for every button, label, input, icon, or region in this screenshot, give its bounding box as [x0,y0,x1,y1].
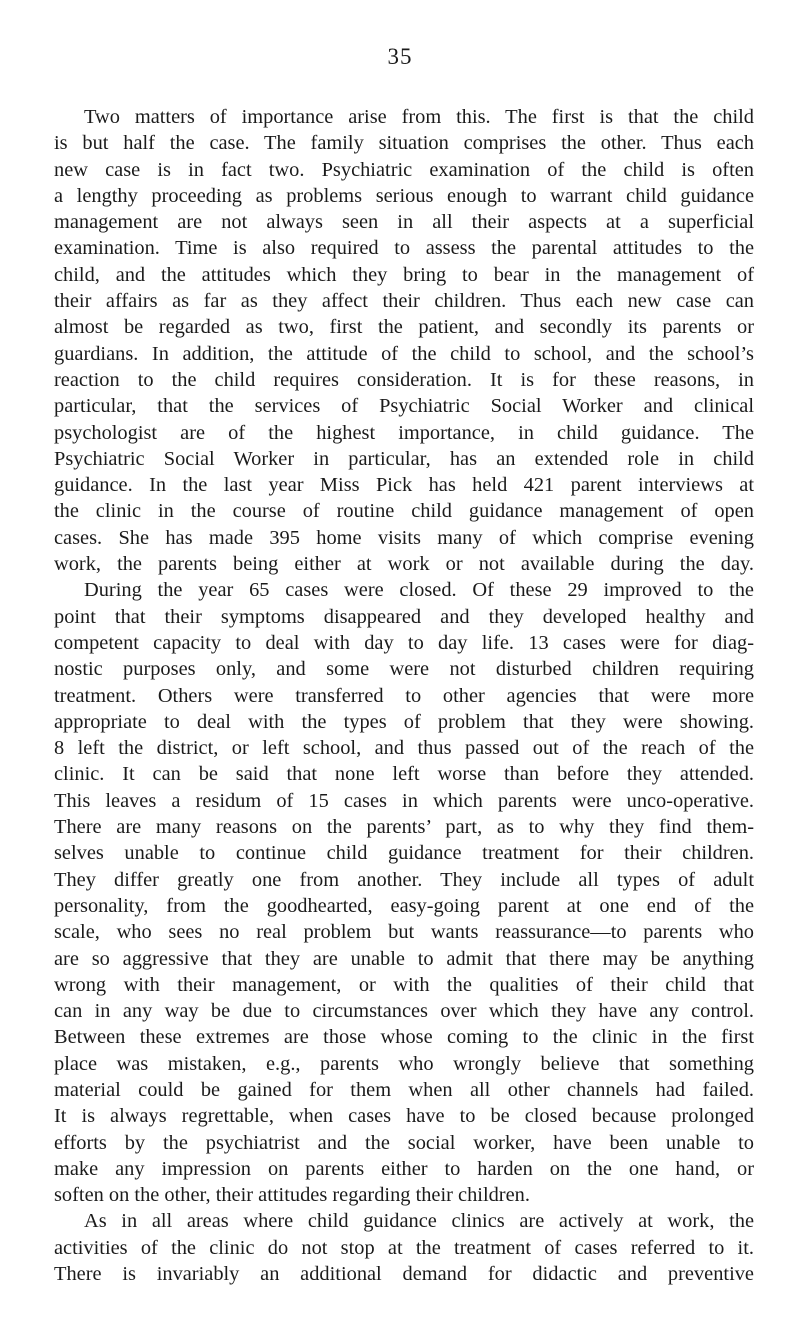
text-line: are so aggressive that they are unable to admit that there may be anything [54,947,754,970]
text-line: guidance. In the last year Miss Pick has held 421 parent interviews at [54,474,754,497]
text-line: personality, from the goodhearted, easy-going parent at one end of the [54,894,754,917]
text-line: management are not always seen in all their aspects at a superficial [54,211,754,234]
text-line: guardians. In addition, the attitude of the child to school, and the school’s [54,342,754,365]
text-line: As in all areas where child guidance clinics are actively at work, the [84,1210,754,1233]
text-line: appropriate to deal with the types of problem that they were showing. [54,710,754,733]
text-line: During the year 65 cases were closed. Of these 29 improved to the [84,579,754,602]
text-line: psychologist are of the highest importance, in child guidance. The [54,421,754,444]
body-text [54,104,754,1287]
text-line: the clinic in the course of routine child guidance management of open [54,500,754,523]
text-line: nostic purposes only, and some were not disturbed children requiring [54,658,754,681]
text-line: particular, that the services of Psychiatric Social Worker and clinical [54,395,754,418]
text-line: reaction to the child requires consideration. It is for these reasons, in [54,368,754,391]
text-line: wrong with their management, or with the qualities of their child that [54,973,754,996]
text-line: There is invariably an additional demand for didactic and preventive [54,1263,754,1286]
text-line: selves unable to continue child guidance treatment for their children. [54,842,754,865]
text-line: efforts by the psychiatrist and the social worker, have been unable to [54,1131,754,1154]
text-line: It is always regrettable, when cases have to be closed because prolonged [54,1105,754,1128]
text-line: clinic. It can be said that none left worse than before they attended. [54,763,754,786]
text-line: Psychiatric Social Worker in particular, has an extended role in child [54,447,754,470]
page-number: 35 [387,44,413,69]
text-line: child, and the attitudes which they bring to bear in the management of [54,263,754,286]
text-line: material could be gained for them when all other channels had failed. [54,1078,754,1101]
text-line: Between these extremes are those whose coming to the clinic in the first [54,1026,754,1049]
text-line: activities of the clinic do not stop at the treatment of cases referred to it. [54,1236,754,1259]
text-line: their affairs as far as they affect their children. Thus each new case can [54,290,754,313]
text-line: They differ greatly one from another. They include all types of adult [54,868,754,891]
text-line: 8 left the district, or left school, and thus passed out of the reach of the [54,737,754,760]
text-line: examination. Time is also required to assess the parental attitudes to the [54,237,754,260]
text-line: Two matters of importance arise from this. The first is that the child [84,106,754,128]
text-line: scale, who sees no real problem but wants reassurance—to parents who [54,921,754,944]
text-line: cases. She has made 395 home visits many of which comprise evening [54,526,754,549]
text-line: place was mistaken, e.g., parents who wrongly believe that something [54,1052,754,1075]
text-line: work, the parents being either at work or not available during the day. [54,553,754,576]
text-line: competent capacity to deal with day to day life. 13 cases were for diag- [54,631,754,654]
text-line: This leaves a residum of 15 cases in which parents were unco-operative. [54,789,754,812]
text-line: make any impression on parents either to harden on the one hand, or [54,1157,754,1180]
text-line: almost be regarded as two, first the patient, and secondly its parents or [54,316,754,339]
text-line: There are many reasons on the parents’ part, as to why they find them- [54,816,754,839]
text-line: soften on the other, their attitudes regarding their children. [54,1184,530,1207]
text-line: new case is in fact two. Psychiatric examination of the child is often [54,158,754,181]
text-line: can in any way be due to circumstances over which they have any control. [54,1000,754,1023]
text-line: treatment. Others were transferred to other agencies that were more [54,684,754,707]
text-line: a lengthy proceeding as problems serious enough to warrant child guidance [54,184,754,207]
text-line: point that their symptoms disappeared and they developed healthy and [54,605,754,628]
text-line: is but half the case. The family situation comprises the other. Thus each [54,132,754,155]
